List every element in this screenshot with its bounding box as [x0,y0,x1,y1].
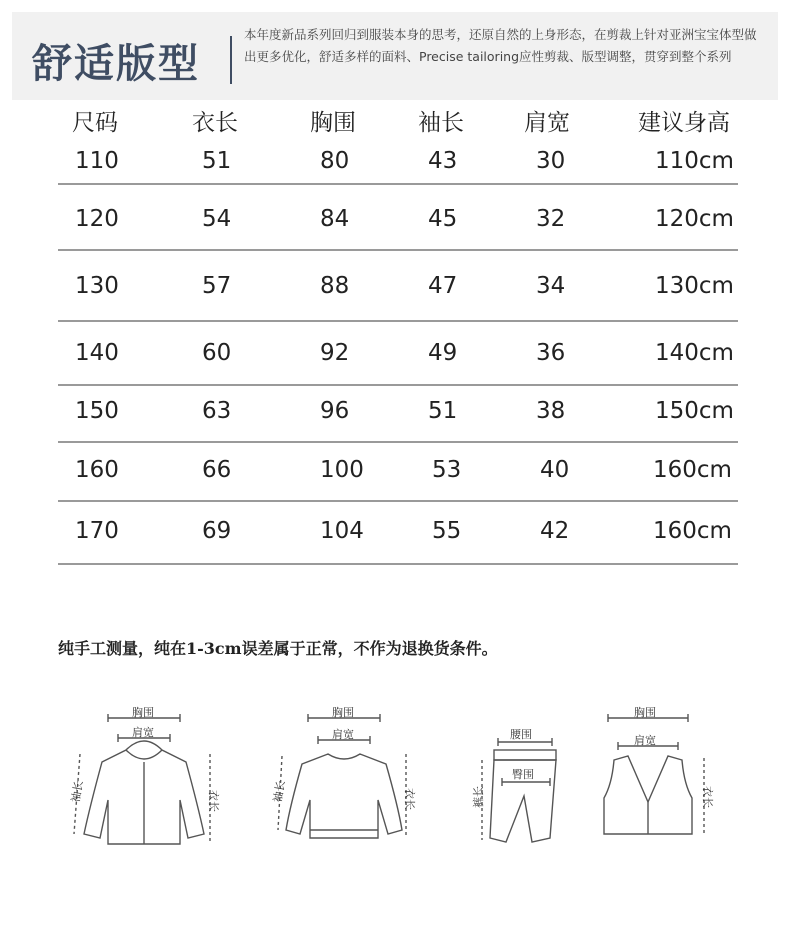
label-shoulder: 肩宽 [332,728,354,741]
label-inseam: 裤长 [472,786,485,808]
cell-length: 60 [202,340,232,366]
cell-size: 120 [75,206,119,232]
cell-sleeve: 49 [428,340,458,366]
measurement-note: 纯手工测量，纯在1-3cm误差属于正常，不作为退换货条件。 [58,639,498,658]
cell-chest: 92 [320,340,350,366]
banner-description: 本年度新品系列回归到服装本身的思考，还原自然的上身形态，在剪裁上针对亚洲宝宝体型做出更多优化，舒适多样的面料、Precise tailoring应性剪裁、版型调整，贯穿到整个系列 [244,27,757,64]
header-height: 建议身高 [638,110,730,136]
cell-shoulder: 30 [536,148,566,174]
cell-length: 63 [202,398,232,424]
cell-length: 54 [202,206,232,232]
cell-size: 160 [75,457,119,483]
row-divider [58,320,738,322]
cell-sleeve: 53 [432,457,462,483]
label-sleeve: 袖长 [69,779,86,804]
cell-length: 57 [202,273,232,299]
cell-height: 160cm [653,518,732,544]
row-divider [58,384,738,386]
hoodie-diagram [68,706,218,856]
cell-chest: 88 [320,273,350,299]
cell-size: 150 [75,398,119,424]
cell-shoulder: 36 [536,340,566,366]
cell-size: 130 [75,273,119,299]
cell-chest: 104 [320,518,364,544]
header-size: 尺码 [72,110,118,136]
label-shoulder: 肩宽 [634,734,656,747]
cell-height: 110cm [655,148,734,174]
vest-diagram [596,706,726,856]
cell-size: 110 [75,148,119,174]
cell-length: 51 [202,148,232,174]
row-divider [58,249,738,251]
label-chest: 胸围 [332,706,354,719]
pants-diagram [470,720,580,860]
cell-length: 69 [202,518,232,544]
cell-height: 120cm [655,206,734,232]
cell-size: 140 [75,340,119,366]
cell-shoulder: 34 [536,273,566,299]
label-chest: 胸围 [132,706,154,719]
cell-height: 160cm [653,457,732,483]
banner-divider [230,36,232,84]
label-hip: 臀围 [512,768,534,781]
cell-shoulder: 38 [536,398,566,424]
label-waist: 腰围 [510,728,532,741]
cell-sleeve: 43 [428,148,458,174]
cell-size: 170 [75,518,119,544]
cell-sleeve: 55 [432,518,462,544]
cell-chest: 96 [320,398,350,424]
label-shoulder: 肩宽 [132,726,154,739]
cell-height: 130cm [655,273,734,299]
label-length: 衣长 [701,786,714,808]
cell-length: 66 [202,457,232,483]
cell-chest: 80 [320,148,350,174]
header-sleeve: 袖长 [418,110,464,136]
header-banner [12,12,778,100]
cell-sleeve: 45 [428,206,458,232]
header-length: 衣长 [192,110,238,136]
label-chest: 胸围 [634,706,656,719]
header-chest: 胸围 [310,110,356,136]
cell-chest: 100 [320,457,364,483]
row-divider [58,563,738,565]
cell-shoulder: 42 [540,518,570,544]
cell-shoulder: 40 [540,457,570,483]
row-divider [58,441,738,443]
cell-shoulder: 32 [536,206,566,232]
banner-title: 舒适版型 [32,41,200,87]
cell-chest: 84 [320,206,350,232]
cell-sleeve: 51 [428,398,458,424]
header-shoulder: 肩宽 [524,110,570,136]
cell-sleeve: 47 [428,273,458,299]
cell-height: 140cm [655,340,734,366]
label-length: 衣长 [207,790,220,812]
cell-height: 150cm [655,398,734,424]
row-divider [58,183,738,185]
label-length: 衣长 [403,788,416,810]
sweater-diagram [268,706,418,856]
row-divider [58,500,738,502]
label-sleeve: 袖长 [271,779,288,804]
